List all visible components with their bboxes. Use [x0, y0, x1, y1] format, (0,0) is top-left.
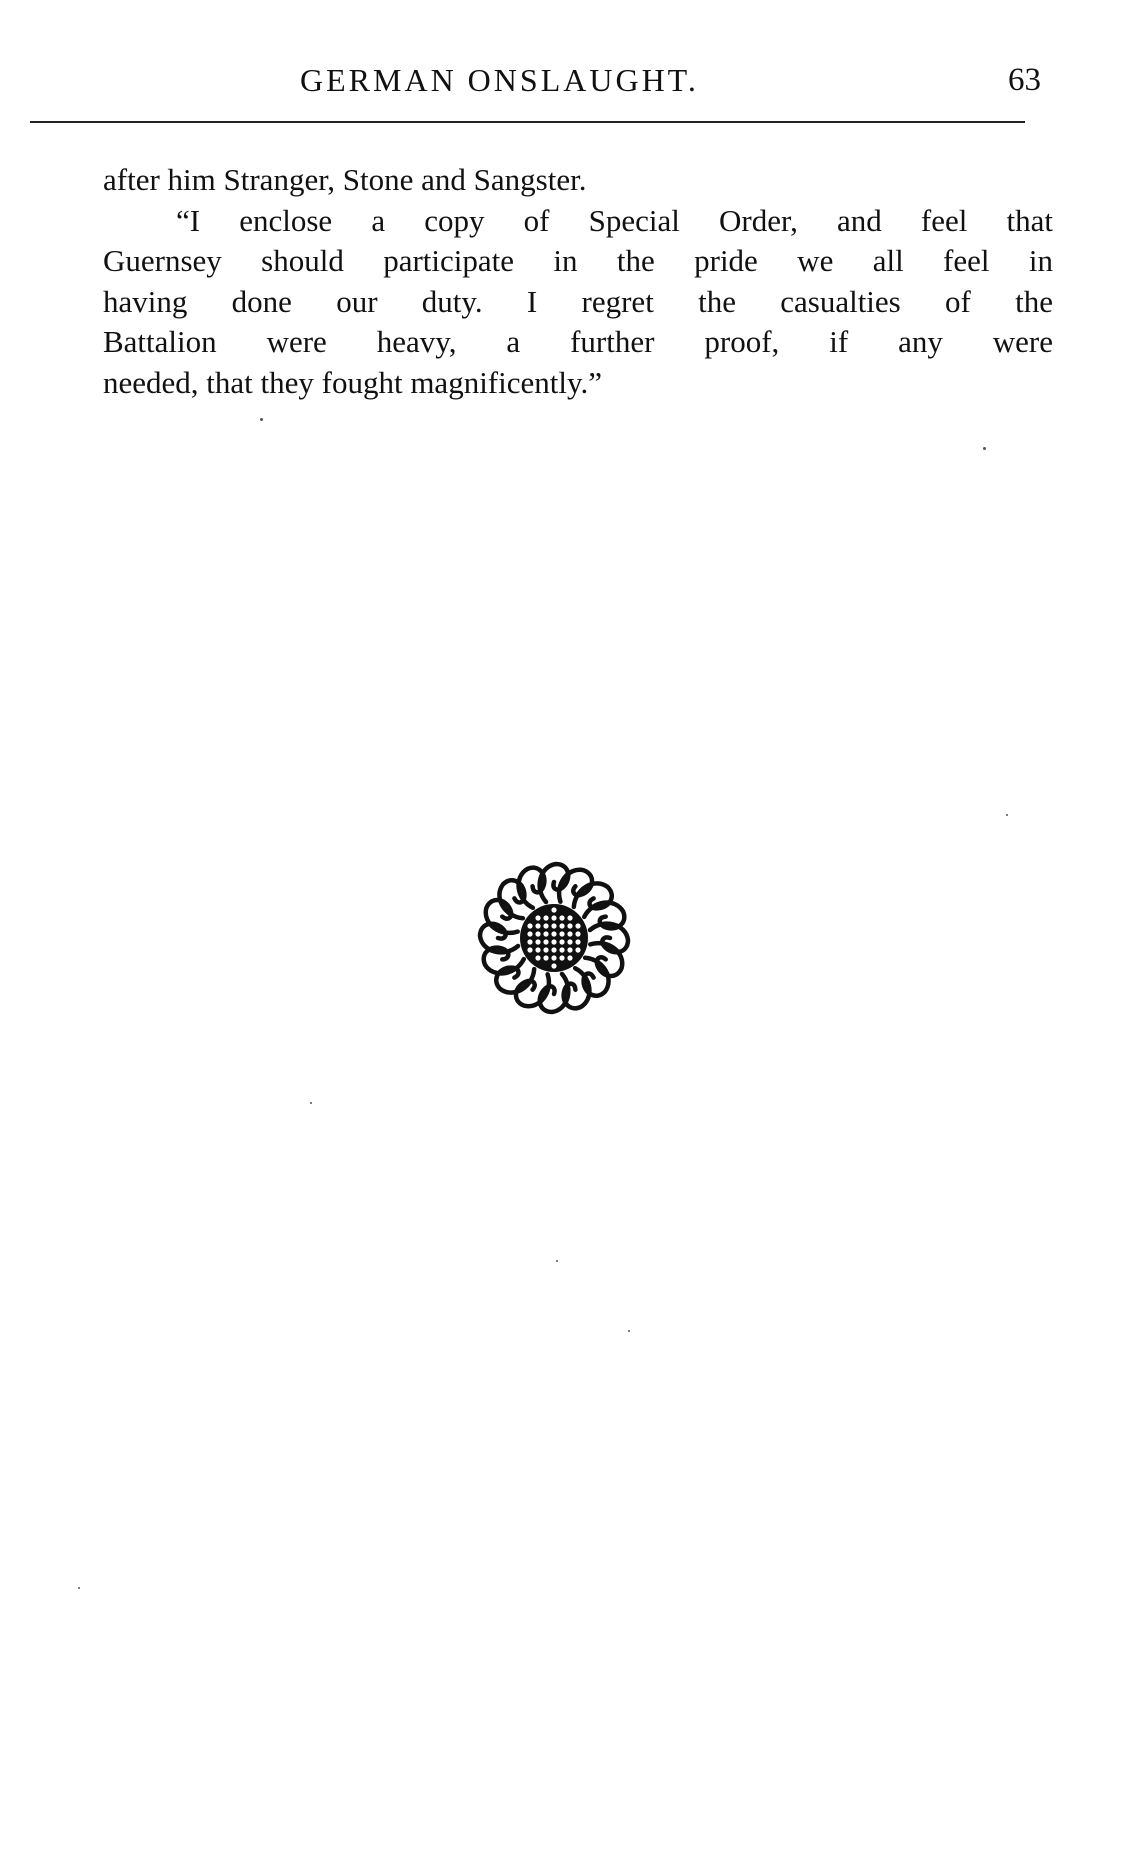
- ornament-seed: [543, 947, 548, 952]
- ornament-seed: [551, 907, 556, 912]
- ornament-seed: [543, 939, 548, 944]
- ornament-seed: [527, 923, 532, 928]
- ornament-seed: [567, 923, 572, 928]
- ornament-seed: [559, 931, 564, 936]
- ornament-seed: [559, 955, 564, 960]
- ornament-seed: [551, 955, 556, 960]
- scan-speck: [78, 1587, 80, 1589]
- scan-speck: [1006, 814, 1008, 816]
- header-rule: [30, 121, 1025, 123]
- ornament-seed: [551, 931, 556, 936]
- ornament-seed: [551, 923, 556, 928]
- ornament-seed: [543, 955, 548, 960]
- ornament-seed: [567, 939, 572, 944]
- ornament-seed: [535, 955, 540, 960]
- ornament-seed: [567, 947, 572, 952]
- ornament-seed: [567, 955, 572, 960]
- ornament-seed: [543, 931, 548, 936]
- ornament-seed: [551, 963, 556, 968]
- ornament-seed: [567, 915, 572, 920]
- scan-speck: [260, 418, 263, 421]
- ornament-seed: [559, 947, 564, 952]
- ornament-seed: [559, 939, 564, 944]
- ornament-seed: [527, 939, 532, 944]
- ornament-seed: [535, 939, 540, 944]
- scan-speck: [628, 1330, 630, 1332]
- text-line-2: “I enclose a copy of Special Order, and feel that: [176, 202, 1053, 238]
- page-number: 63: [1008, 62, 1041, 98]
- ornament-seed: [535, 931, 540, 936]
- scan-speck: [310, 1102, 312, 1104]
- text-line-4: having done our duty. I regret the casualties of the: [103, 283, 1053, 319]
- ornament-seed: [575, 939, 580, 944]
- scan-speck: [983, 447, 986, 450]
- sunflower-ornament-icon: [474, 858, 634, 1018]
- text-line-3: Guernsey should participate in the pride we all feel in: [103, 243, 1053, 278]
- ornament-seed: [527, 947, 532, 952]
- ornament-seed: [567, 931, 572, 936]
- running-title: GERMAN ONSLAUGHT.: [300, 62, 699, 98]
- ornament-seed: [543, 923, 548, 928]
- ornament-seed: [575, 947, 580, 952]
- text-line-5: Battalion were heavy, a further proof, if any were: [103, 324, 1053, 359]
- text-line-6: needed, that they fought magnificently.”: [103, 364, 602, 400]
- ornament-seed: [559, 915, 564, 920]
- ornament-seed: [575, 931, 580, 936]
- ornament-seed: [535, 947, 540, 952]
- ornament-seed: [527, 931, 532, 936]
- ornament-seed: [543, 915, 548, 920]
- body-text: [103, 160, 1053, 403]
- ornament-seed: [551, 939, 556, 944]
- ornament-seed: [535, 915, 540, 920]
- ornament-seed: [551, 947, 556, 952]
- ornament-seed: [551, 915, 556, 920]
- text-line-1: after him Stranger, Stone and Sangster.: [103, 162, 587, 197]
- ornament-seed: [575, 923, 580, 928]
- ornament-seed: [535, 923, 540, 928]
- scan-speck: [556, 1260, 558, 1262]
- ornament-seed: [559, 923, 564, 928]
